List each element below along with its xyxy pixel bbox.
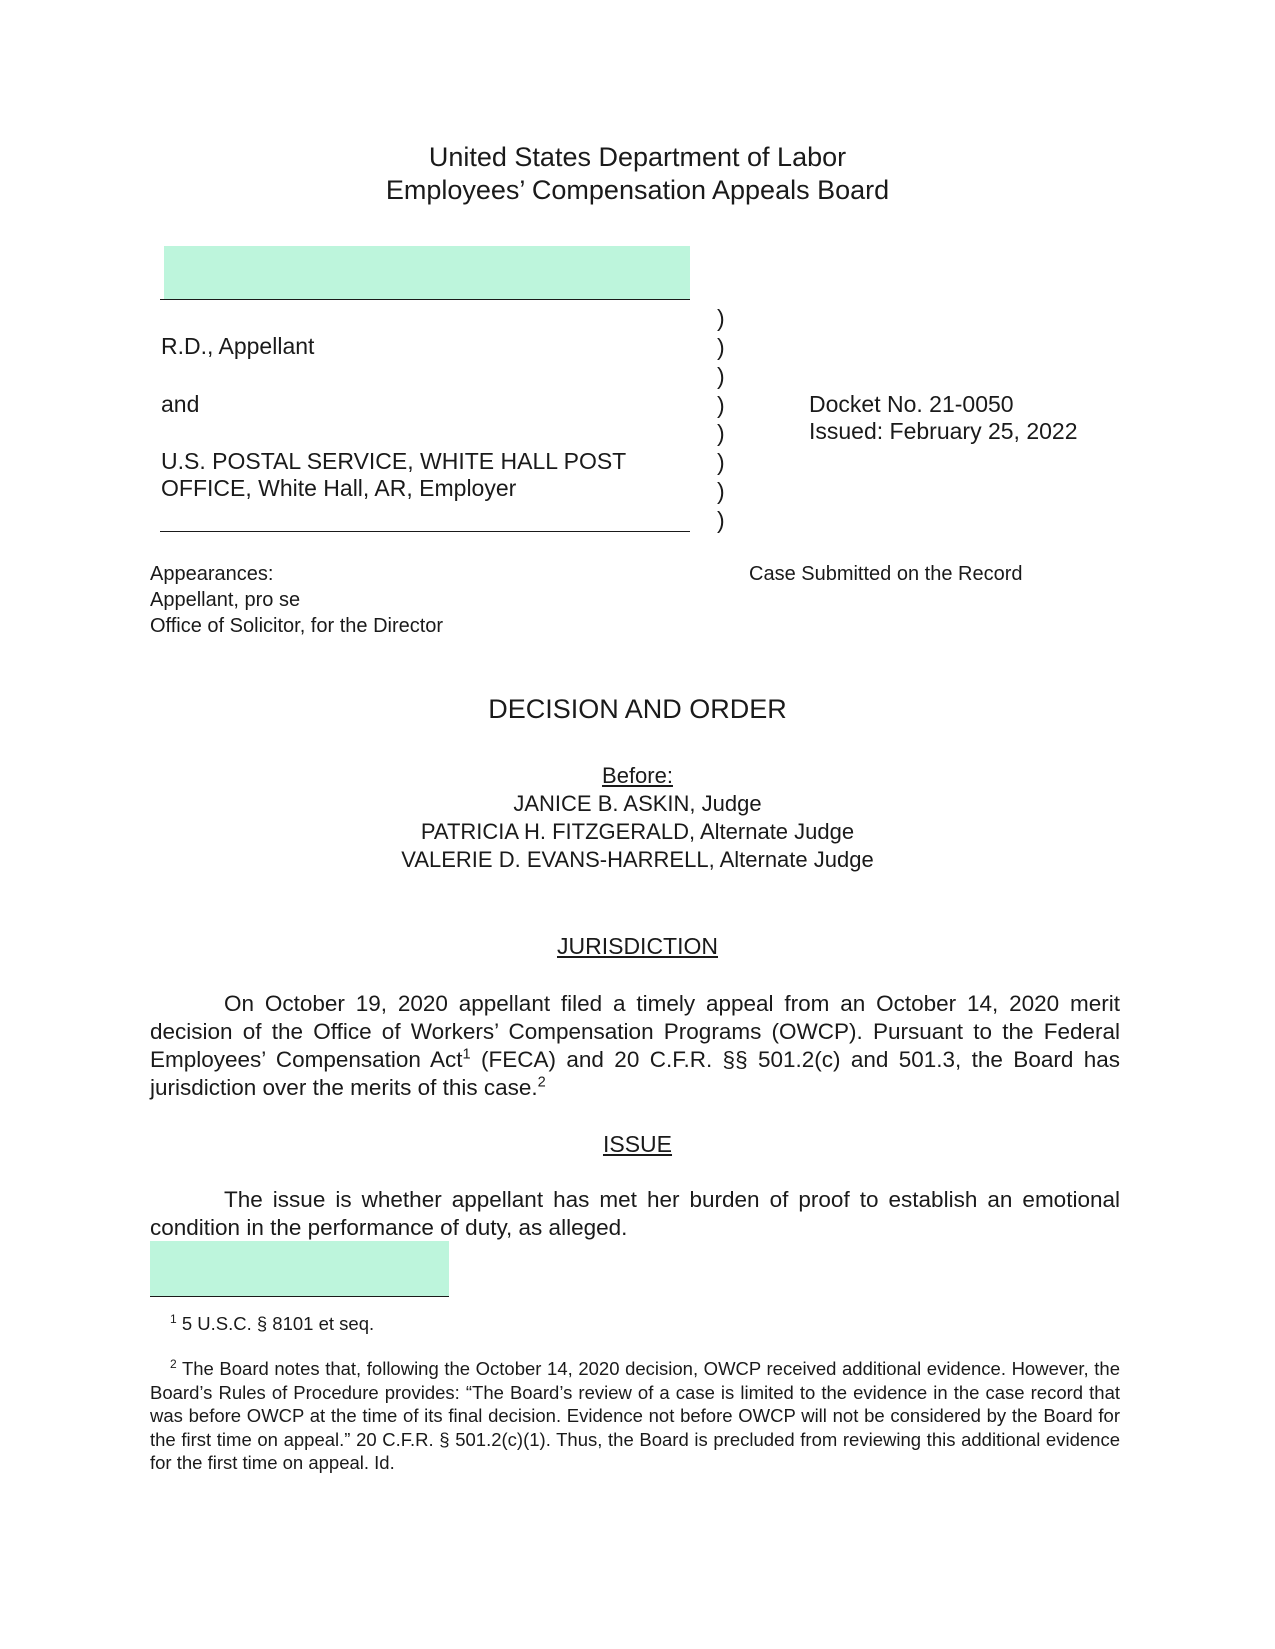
docket-number: Docket No. 21-0050 (809, 391, 1014, 417)
appearances-label: Appearances: (150, 563, 274, 585)
issued-date: Issued: February 25, 2022 (809, 418, 1078, 444)
caption-and: and (161, 391, 200, 417)
judge-name: PATRICIA H. FITZGERALD, Alternate Judge (420, 819, 855, 844)
footnote-ref: 1 (462, 1046, 471, 1063)
caption-paren: ) (717, 334, 725, 360)
appearance-appellant: Appellant, pro se (150, 589, 301, 611)
footnote-separator (150, 1296, 449, 1297)
caption-paren: ) (717, 449, 725, 475)
appearances (150, 561, 443, 639)
judge-name: JANICE B. ASKIN, Judge (513, 791, 762, 816)
board-name: Employees’ Compensation Appeals Board (385, 175, 890, 205)
issue-paragraph: The issue is whether appellant has met her burden of proof to establish an emotional condition in the performance of duty, as alleged. (150, 1187, 1120, 1240)
panel (0, 762, 1275, 874)
caption-rule-bottom (160, 531, 690, 532)
caption-paren: ) (717, 305, 725, 331)
jurisdiction-heading: JURISDICTION (557, 933, 718, 959)
footnote-2: $^2$ The Board notes that, following the October 14, 2020 decision, OWCP received additional evidence. However, the Board’s Rules of Procedure provides: “The Board’s review of a case is limited to the evidence in the case record that was before OWCP at the time of its final decision. Evidence not before OWCP will not be considered by the Board for the first time on appeal.” 20 C.F.R. § 501.2(c)(1). Thus, the Board is precluded from reviewing this additional evidence for the first time on appeal. Id. (150, 1356, 1120, 1473)
caption-paren: ) (717, 363, 725, 389)
redacted-block-footnote (150, 1241, 449, 1297)
appearance-director: Office of Solicitor, for the Director (150, 615, 444, 637)
judge-name: VALERIE D. EVANS-HARRELL, Alternate Judge (401, 847, 874, 872)
decision-title: DECISION AND ORDER (488, 694, 787, 724)
department-name: United States Department of Labor (428, 142, 847, 172)
docket-info (809, 391, 1078, 445)
caption-paren: ) (717, 392, 725, 418)
before-label: Before: (602, 763, 673, 788)
footnote-ref: 2 (537, 1074, 546, 1091)
caption-rule-top (160, 299, 690, 300)
caption-paren: ) (717, 507, 725, 533)
appellant-name: R.D., Appellant (161, 333, 315, 359)
jurisdiction-paragraph: On October 19, 2020 appellant filed a timely appeal from an October 14, 2020 merit decision of the Office of Workers’ Compensation Programs (OWCP). Pursuant to the Federal Employees’ Compensation Act$^1$ (FECA) and 20 C.F.R. §§ 501.2(c) and 501.3, the Board has jurisdiction over the merits of this case.$^2$ (150, 991, 1120, 1100)
case-submitted-note: Case Submitted on the Record (749, 563, 1023, 585)
caption-paren: ) (717, 420, 725, 446)
caption-paren: ) (717, 478, 725, 504)
redacted-block-top (164, 246, 690, 300)
issue-heading: ISSUE (602, 1131, 673, 1157)
employer-name: U.S. POSTAL SERVICE, WHITE HALL POST OFFICE, White Hall, AR, Employer (161, 448, 627, 501)
footnote-1: $^1$ 5 U.S.C. § 8101 et seq. (170, 1311, 375, 1334)
agency-header (0, 141, 1275, 207)
